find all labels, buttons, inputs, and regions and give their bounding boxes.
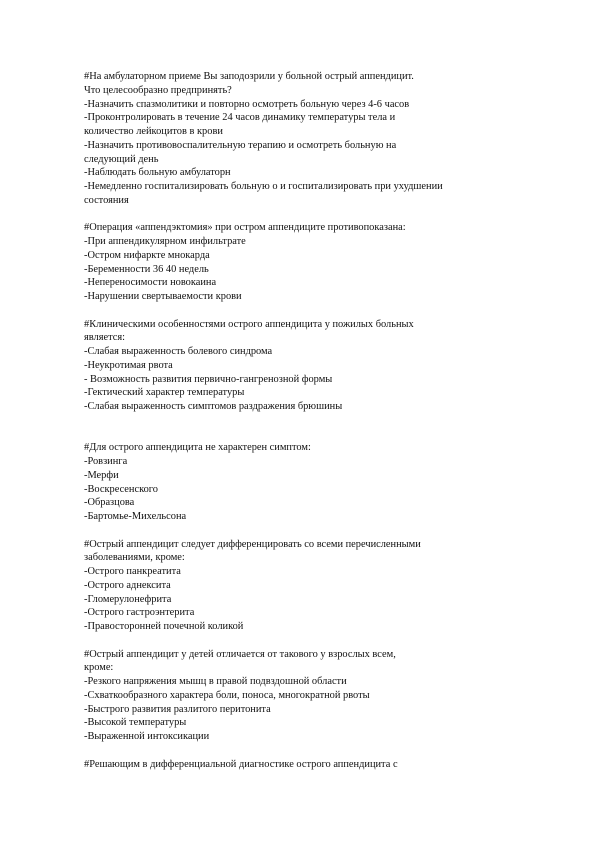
answer-option: -Проконтролировать в течение 24 часов динамику температуры тела и xyxy=(84,112,396,124)
question-block xyxy=(84,221,524,304)
question-text: #На амбулаторном приеме Вы заподозрили у больной острый аппендицит. xyxy=(84,71,414,82)
answer-option: -Слабая выраженность симптомов раздражения брюшины xyxy=(84,401,343,412)
answer-option: - Возможность развития первично-гангренозной формы xyxy=(84,373,333,385)
answer-option: -Образцова xyxy=(84,497,135,509)
question-text: #Острый аппендицит у детей отличается от такового у взрослых всем, xyxy=(84,648,396,660)
answer-option: состояния xyxy=(84,194,129,206)
answer-option: -Ровзинга xyxy=(84,456,128,467)
question-text: #Операция «аппендэктомия» при остром аппендиците противопоказана: xyxy=(84,222,406,234)
paragraph-gap xyxy=(84,634,524,648)
answer-option: -Острого панкреатита xyxy=(84,566,181,577)
question-text: #Для острого аппендицита не характерен симптом: xyxy=(84,442,311,454)
question-text: заболеваниями, кроме: xyxy=(84,552,185,564)
answer-option: -Правосторонней почечной коликой xyxy=(84,621,244,632)
question-text: #Клиническими особенностями острого аппендицита у пожилых больных xyxy=(84,318,414,330)
question-text: является: xyxy=(84,332,126,344)
answer-option: -Острого гастроэнтерита xyxy=(84,607,195,619)
paragraph-gap xyxy=(84,744,524,758)
answer-option: -Наблюдать больную амбулаторн xyxy=(84,167,231,179)
answer-option: -Назначить противовоспалительную терапию и осмотреть больную на xyxy=(84,139,397,151)
question-text: кроме: xyxy=(84,662,114,674)
answer-option: -Неукротимая рвота xyxy=(84,359,173,371)
answer-option: -Слабая выраженность болевого синдрома xyxy=(84,346,273,357)
answer-option: количество лейкоцитов в крови xyxy=(84,126,223,137)
question-block xyxy=(84,648,524,744)
answer-option: -Нарушении свертываемости крови xyxy=(84,291,242,302)
question-text: #Решающим в дифференциальной диагностике острого аппендицита с xyxy=(84,758,398,770)
answer-option: -Воскресенского xyxy=(84,483,159,495)
answer-option: -Мерфи xyxy=(84,469,119,481)
question-block xyxy=(84,441,524,524)
answer-option: -Немедленно госпитализировать больную о и госпитализировать при ухудшении xyxy=(84,181,443,192)
question-block xyxy=(84,70,524,208)
paragraph-gap xyxy=(84,414,524,442)
answer-option: -Схваткообразного характера боли, поноса, многократной рвоты xyxy=(84,689,370,701)
answer-option: -Гектический характер температуры xyxy=(84,387,245,399)
answer-option: -Беременности 36 40 недель xyxy=(84,263,209,275)
question-text: Что целесообразно предпринять? xyxy=(84,84,232,96)
question-block xyxy=(84,758,524,772)
answer-option: -Высокой температуры xyxy=(84,717,187,729)
document-page xyxy=(84,70,524,771)
paragraph-gap xyxy=(84,524,524,538)
answer-option: -Острого аднексита xyxy=(84,579,171,591)
answer-option: -Резкого напряжения мышц в правой подвздошной области xyxy=(84,676,347,687)
paragraph-gap xyxy=(84,304,524,318)
answer-option: -При аппендикулярном инфильтрате xyxy=(84,236,246,247)
answer-option: -Бартомье-Михельсона xyxy=(84,511,187,522)
question-block xyxy=(84,538,524,634)
answer-option: -Непереносимости новокаина xyxy=(84,277,217,289)
paragraph-gap xyxy=(84,208,524,222)
question-block xyxy=(84,318,524,414)
answer-option: следующий день xyxy=(84,153,159,165)
answer-option: -Быстрого развития разлитого перитонита xyxy=(84,703,271,715)
answer-option: -Назначить спазмолитики и повторно осмотреть больную через 4-6 часов xyxy=(84,98,410,110)
question-text: #Острый аппендицит следует дифференцировать со всеми перечисленными xyxy=(84,538,421,550)
answer-option: -Гломерулонефрита xyxy=(84,593,172,605)
answer-option: -Остром нифаркте мнокарда xyxy=(84,249,210,261)
answer-option: -Выраженной интоксикации xyxy=(84,731,210,742)
